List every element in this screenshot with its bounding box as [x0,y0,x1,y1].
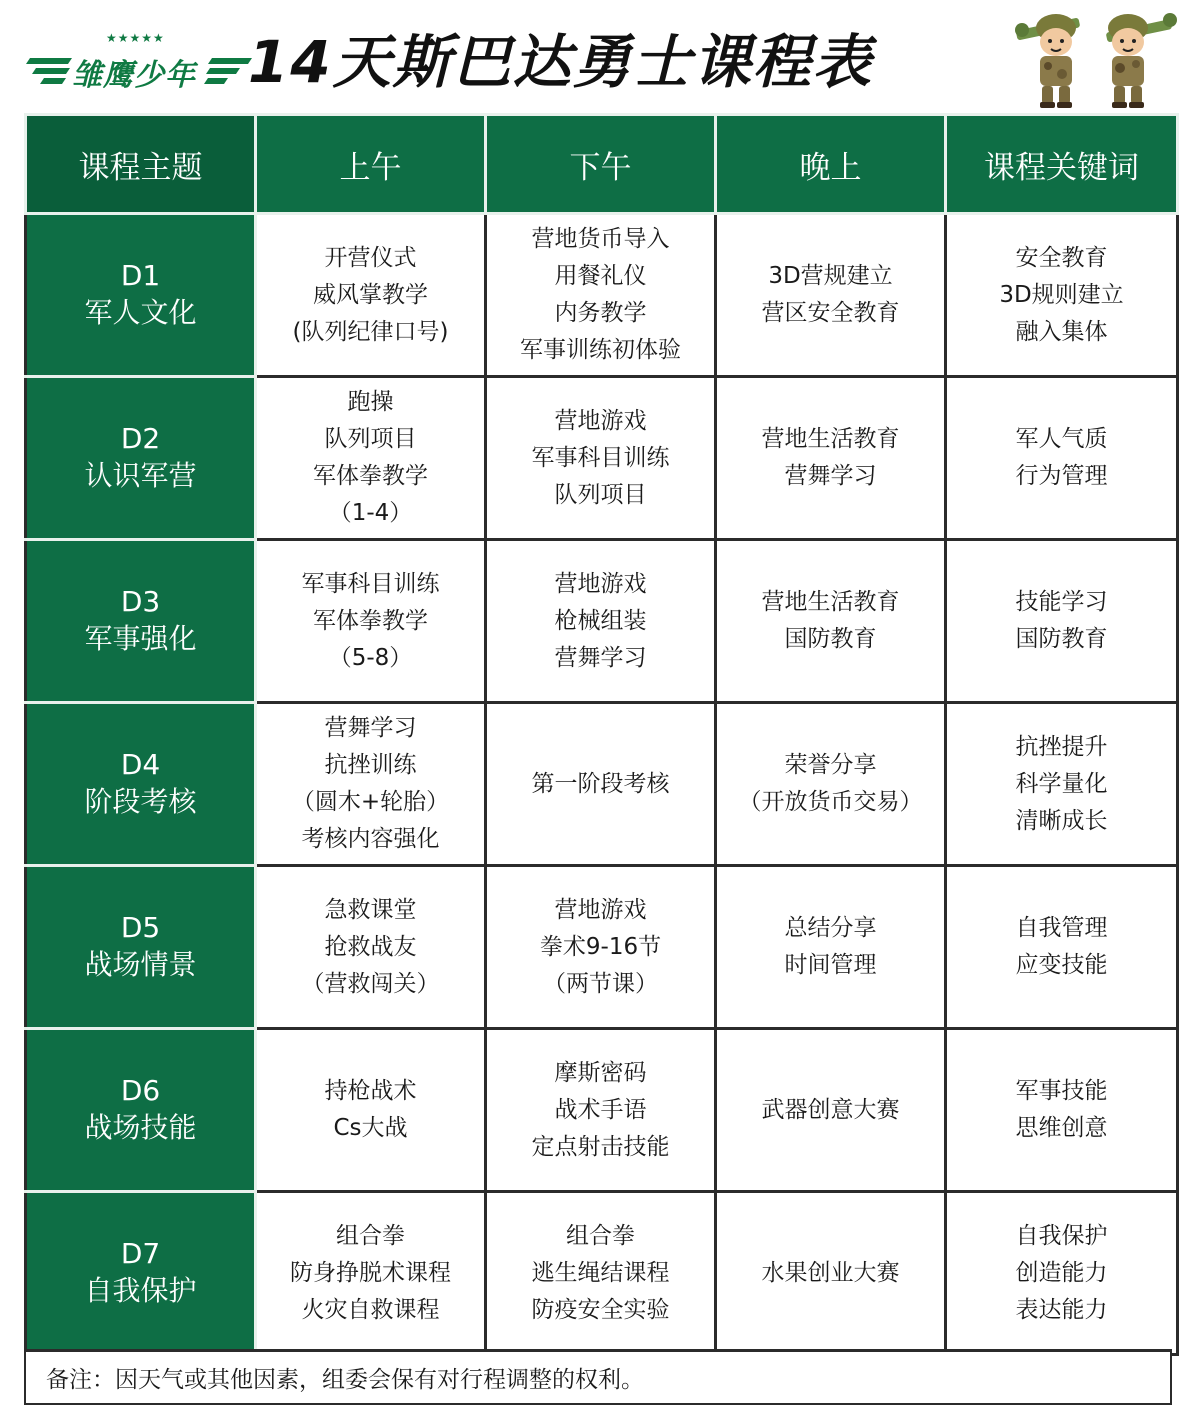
cell-line: 军人气质 [1015,426,1108,452]
cell-line: 威风掌教学 [313,281,428,308]
cell-line: 营区安全教育 [761,300,900,326]
day-theme: 自我保护 [84,1274,197,1307]
keywords-cell [946,214,1178,377]
day-code: D5 [120,911,161,944]
cell-line: （两节课） [543,970,658,997]
day-theme: 战场情景 [84,948,197,981]
afternoon-cell [486,1192,716,1355]
day-theme-cell [26,703,256,866]
day-code: D1 [120,259,161,292]
table-row [26,214,1178,377]
course-schedule-table [24,113,1179,1356]
afternoon-cell [486,214,716,377]
cell-line: （营救闯关） [301,970,440,997]
cell-line: 枪械组装 [554,607,647,634]
cell-line: 逃生绳结课程 [531,1259,670,1286]
day-code: D6 [120,1074,161,1107]
cell-line: 军事科目训练 [301,570,440,597]
soldier-mascots-icon [1010,6,1180,110]
column-header-evening: 晚上 [716,115,946,214]
cell-line: 营地游戏 [554,896,647,923]
keywords-cell [946,540,1178,703]
morning-cell [256,377,486,540]
cell-line: 清晰成长 [1015,807,1108,834]
cell-line: 科学量化 [1015,770,1108,797]
day-code: D3 [120,585,161,618]
cell-line: （1-4） [328,500,413,526]
cell-line: 营地货币导入 [531,226,670,252]
cell-line: 国防教育 [784,626,877,652]
cell-line: 营地生活教育 [761,589,900,615]
cell-line: 应变技能 [1015,952,1108,978]
cell-line: 表达能力 [1015,1296,1108,1323]
cell-line: 行为管理 [1015,463,1108,489]
keywords-cell [946,866,1178,1029]
cell-line: 创造能力 [1015,1259,1108,1286]
table-body [26,214,1178,1355]
cell-line: 急救课堂 [324,896,417,923]
cell-line: 武器创意大赛 [761,1096,900,1123]
cell-line: 持枪战术 [324,1078,417,1104]
cell-line: 营地生活教育 [761,426,900,452]
keywords-cell [946,1029,1178,1192]
logo-text: 雏鹰少年 [72,58,196,93]
morning-cell [256,214,486,377]
cell-line: 军事科目训练 [531,444,670,471]
keywords-cell [946,377,1178,540]
cell-line: 拳术9-16节 [539,933,662,960]
cell-line: 军事训练初体验 [520,337,681,363]
cell-line: 开营仪式 [324,244,417,271]
cell-line: （圆木+轮胎） [291,789,450,815]
cell-line: 第一阶段考核 [531,770,670,797]
cell-line: 用餐礼仪 [554,263,647,289]
cell-line: 定点射击技能 [531,1133,670,1160]
keywords-cell [946,1192,1178,1355]
morning-cell [256,540,486,703]
afternoon-cell [486,1029,716,1192]
day-theme-cell [26,214,256,377]
cell-line: 队列项目 [324,426,417,452]
cell-line: 火灾自救课程 [301,1296,440,1323]
evening-cell [716,1192,946,1355]
cell-line: 自我保护 [1015,1222,1108,1249]
day-code: D2 [120,422,161,455]
table-row [26,540,1178,703]
cell-line: 队列项目 [554,481,647,508]
day-theme-cell [26,377,256,540]
cell-line: 抗挫训练 [324,752,417,778]
cell-line: 军体拳教学 [313,607,428,634]
cell-line: 时间管理 [784,952,877,978]
cell-line: （开放货币交易） [738,789,923,815]
table-row [26,703,1178,866]
day-theme: 军人文化 [84,296,197,329]
evening-cell [716,866,946,1029]
cell-line: 摩斯密码 [554,1059,647,1086]
table-row [26,1192,1178,1355]
day-theme: 军事强化 [84,622,197,655]
table-row [26,866,1178,1029]
cell-line: 组合拳 [566,1222,635,1249]
note-bar [24,1349,1172,1405]
cell-line: 营舞学习 [554,644,647,671]
cell-line: 自我管理 [1015,915,1108,941]
cell-line: 融入集体 [1015,318,1108,345]
brand-logo [26,30,256,100]
cell-line: 跑操 [347,389,394,415]
cell-line: 抢救战友 [324,933,417,960]
logo-stars: ★★★★★ [106,31,165,45]
cell-line: 3D规则建立 [999,281,1124,308]
evening-cell [716,1029,946,1192]
cell-line: 营舞学习 [784,463,877,489]
afternoon-cell [486,703,716,866]
cell-line: (队列纪律口号) [292,318,449,345]
table-header-row [26,115,1178,214]
note-text: 备注：因天气或其他因素，组委会保有对行程调整的权利。 [46,1367,644,1393]
evening-cell [716,377,946,540]
cell-line: 总结分享 [784,915,877,941]
cell-line: 组合拳 [336,1222,405,1249]
cell-line: 国防教育 [1015,626,1108,652]
cell-line: 考核内容强化 [301,826,440,852]
afternoon-cell [486,866,716,1029]
table-row [26,1029,1178,1192]
table-row [26,377,1178,540]
day-theme: 战场技能 [84,1111,197,1144]
cell-line: 抗挫提升 [1015,733,1108,760]
keywords-cell [946,703,1178,866]
column-header-afternoon: 下午 [486,115,716,214]
cell-line: 防疫安全实验 [531,1296,670,1323]
day-theme-cell [26,866,256,1029]
cell-line: 技能学习 [1015,589,1108,615]
morning-cell [256,1192,486,1355]
page-title: 14天斯巴达勇士课程表 [248,28,873,96]
day-code: D7 [120,1237,161,1270]
cell-line: 营地游戏 [554,407,647,434]
cell-line: 军事技能 [1015,1078,1108,1104]
cell-line: 营舞学习 [324,715,417,741]
day-code: D4 [120,748,161,781]
morning-cell [256,1029,486,1192]
column-header-morning: 上午 [256,115,486,214]
morning-cell [256,866,486,1029]
cell-line: 营地游戏 [554,570,647,597]
afternoon-cell [486,377,716,540]
cell-line: 防身挣脱术课程 [290,1259,451,1286]
evening-cell [716,540,946,703]
day-theme: 认识军营 [84,459,197,492]
cell-line: （5-8） [328,644,413,671]
evening-cell [716,703,946,866]
cell-line: 内务教学 [554,300,647,326]
day-theme-cell [26,1192,256,1355]
page-header [0,0,1200,112]
afternoon-cell [486,540,716,703]
column-header-keywords: 课程关键词 [946,115,1178,214]
evening-cell [716,214,946,377]
cell-line: 军体拳教学 [313,463,428,489]
cell-line: 荣誉分享 [784,752,877,778]
day-theme-cell [26,540,256,703]
morning-cell [256,703,486,866]
day-theme-cell [26,1029,256,1192]
cell-line: 安全教育 [1015,244,1108,271]
cell-line: 思维创意 [1015,1115,1108,1141]
cell-line: 3D营规建立 [768,263,893,289]
column-header-theme: 课程主题 [26,115,256,214]
cell-line: Cs大战 [333,1115,408,1141]
day-theme: 阶段考核 [84,785,197,818]
cell-line: 战术手语 [554,1096,647,1123]
cell-line: 水果创业大赛 [761,1259,900,1286]
